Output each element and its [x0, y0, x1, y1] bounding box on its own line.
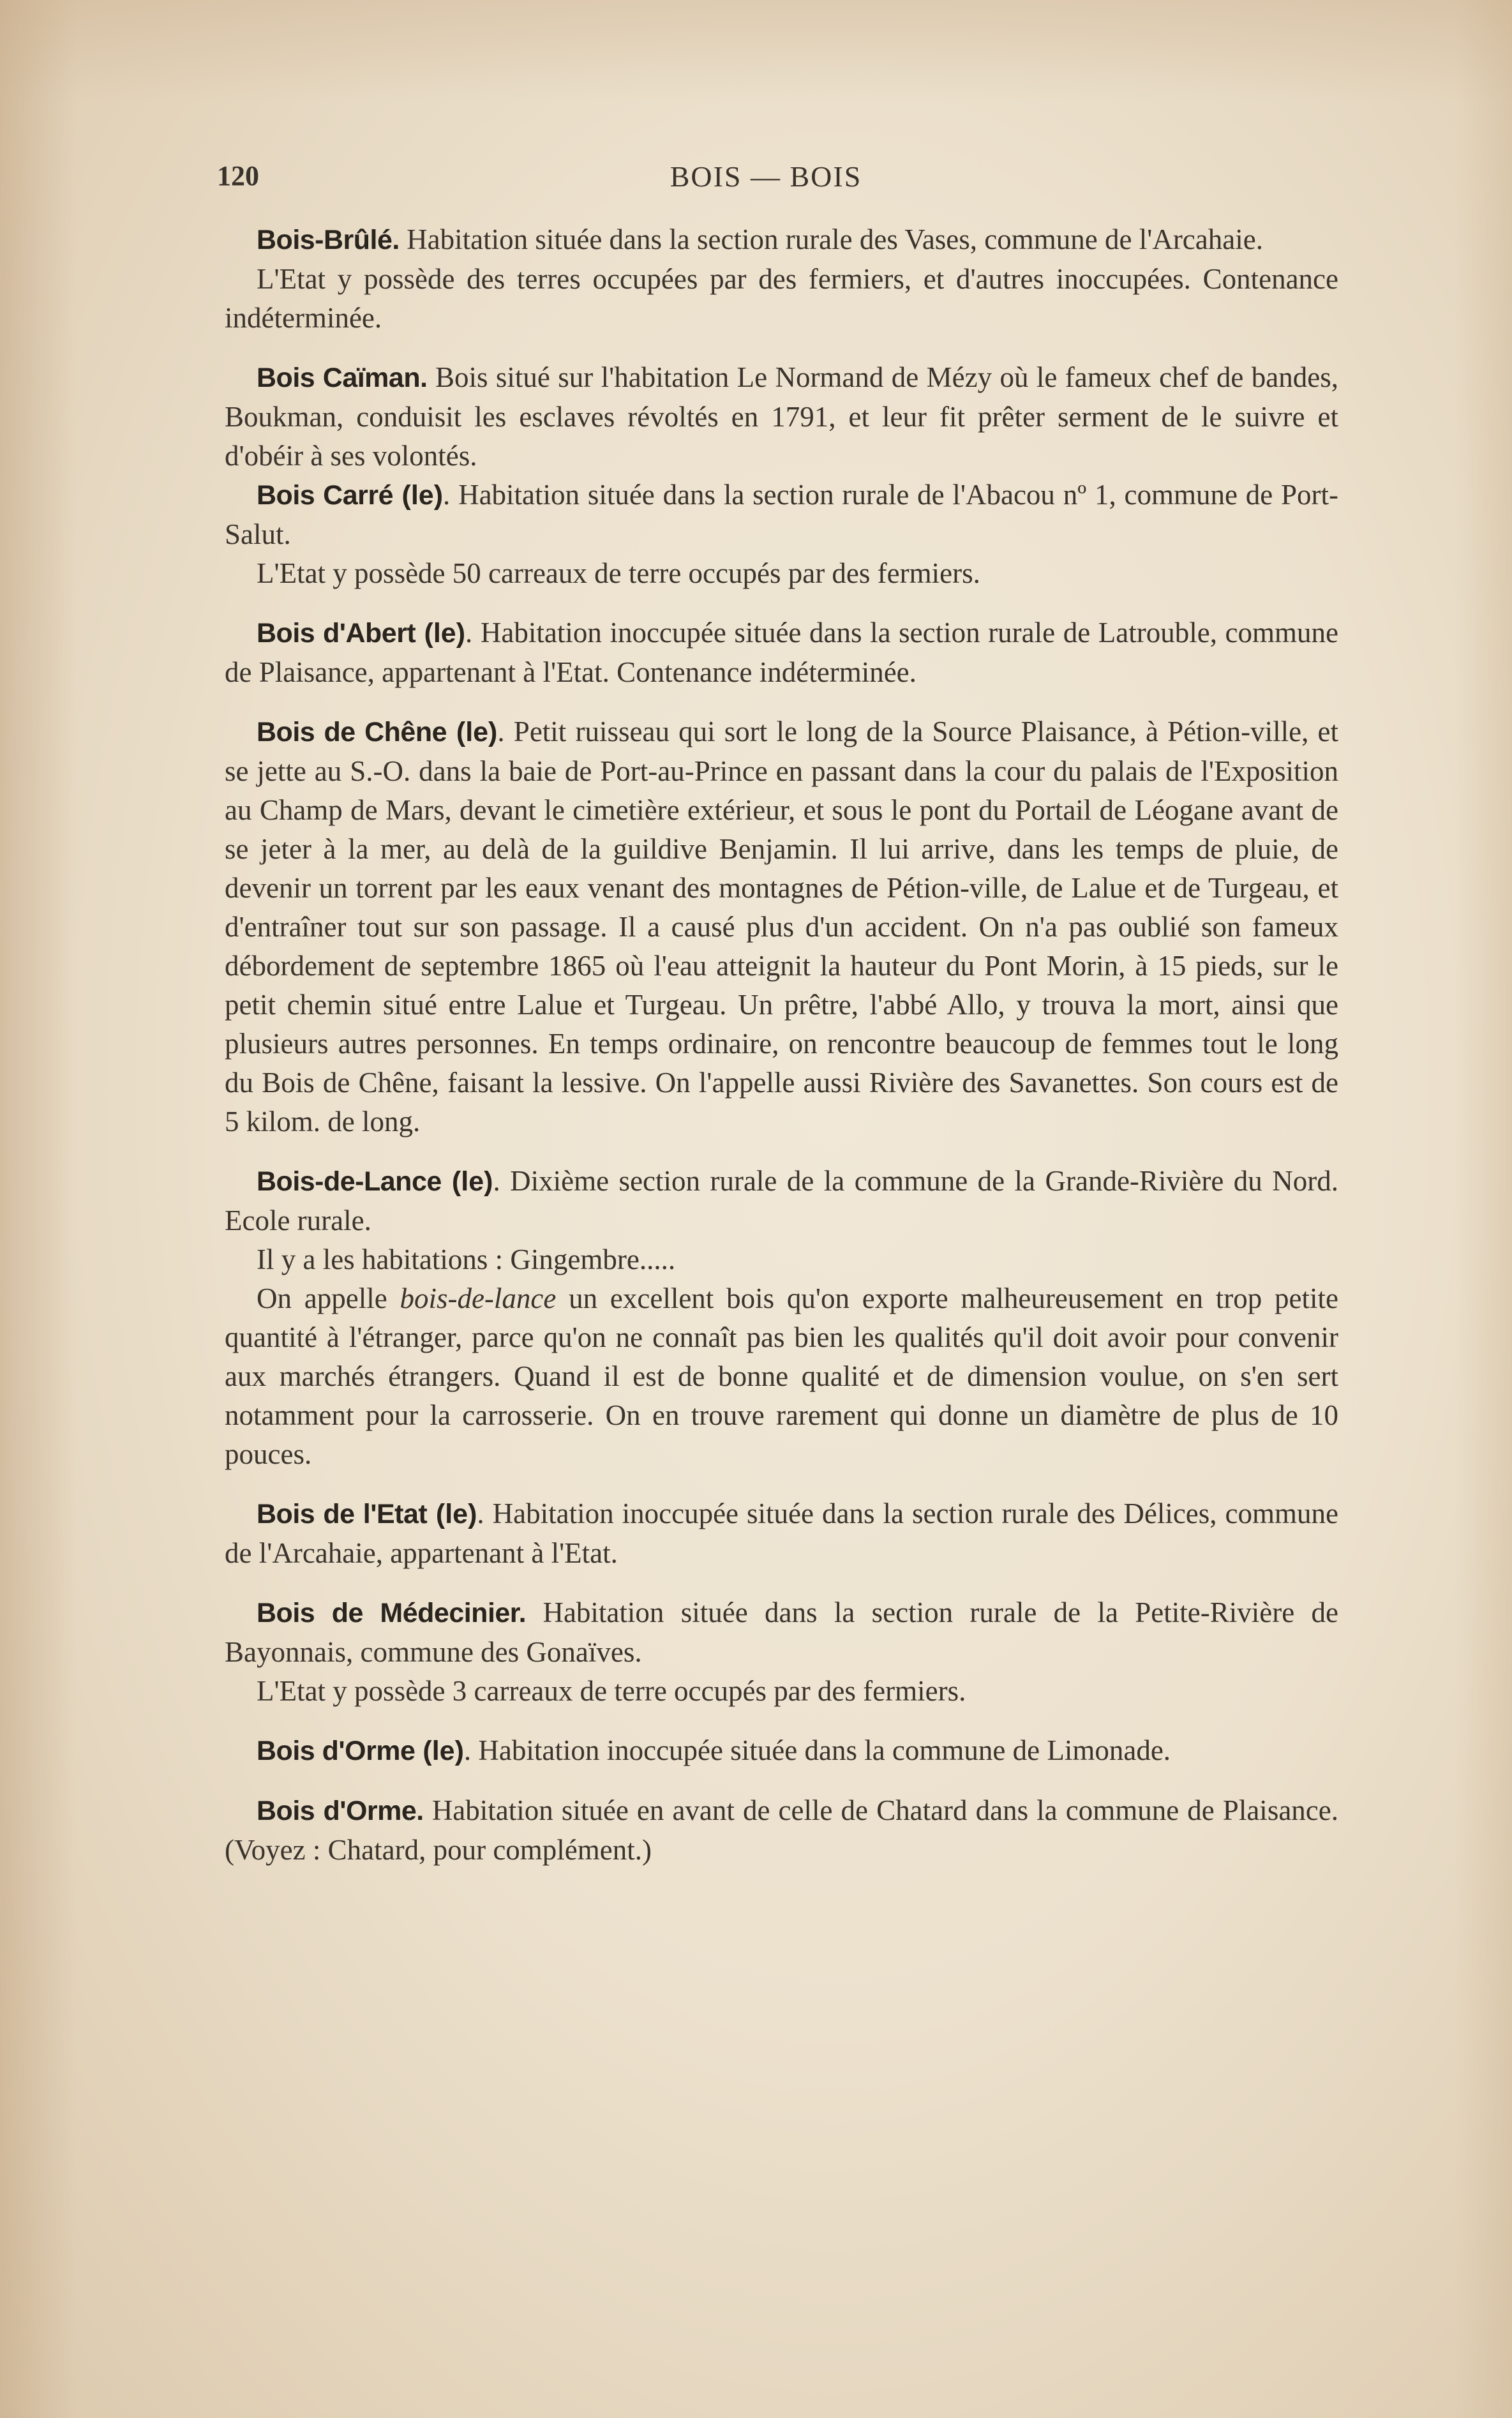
entry-bois-d-abert	[225, 613, 1338, 692]
entry-bois-d-orme-le	[225, 1731, 1338, 1771]
entry-bois-caiman	[225, 358, 1338, 476]
headword-suffix: (le)	[415, 618, 466, 649]
italic-term: bois-de-lance	[400, 1282, 557, 1314]
entry-text: . Dixième section rurale de la commune de la Grande-Rivière du Nord. Ecole rurale.	[225, 1165, 1338, 1236]
headword: Bois d'Abert	[257, 618, 416, 649]
headword-suffix: (le)	[427, 1499, 477, 1529]
entry-bois-de-l-etat	[225, 1494, 1338, 1573]
entry-text: L'Etat y possède 3 carreaux de terre occupés par des fermiers.	[257, 1675, 966, 1707]
entry-bois-d-orme	[225, 1791, 1338, 1870]
entry-text: . Habitation inoccupée située dans la section rurale de Latrouble, commune de Plaisance, appartenant à l'Etat. Contenance indéterminée.	[225, 617, 1338, 688]
entry-bois-carre	[225, 476, 1338, 593]
entry-bois-de-lance	[225, 1162, 1338, 1474]
running-head-title: BOIS — BOIS	[670, 160, 862, 193]
headword: Bois de Chêne	[257, 717, 447, 747]
headword: Bois de Médecinier.	[257, 1598, 527, 1628]
entry-bois-brule	[225, 220, 1338, 338]
entry-text: . Habitation située dans la section rurale de l'Abacou nº 1, commune de Port-Salut.	[225, 479, 1339, 550]
headword: Bois Caïman.	[257, 363, 428, 393]
entry-text: Il y a les habitations : Gingembre.....	[257, 1243, 676, 1275]
headword: Bois de l'Etat	[257, 1499, 428, 1529]
headword: Bois-de-Lance	[257, 1166, 442, 1197]
headword: Bois d'Orme.	[257, 1796, 424, 1826]
page-edge-shadow-left	[0, 0, 77, 2418]
entry-text: . Petit ruisseau qui sort le long de la Source Plaisance, à Pétion-ville, et se jette au S.-O. dans la baie de Port-au-Prince en passant dans la cour du palais de l'Exposition au Champ de Mars, devant le cimetière extérieur, et sous le pont du Portail de Léogane avant de se jeter à la mer, au delà de la guildive Benjamin. Il lui arrive, dans les temps de pluie, de devenir un torrent par les eaux venant des montagnes de Pétion-ville, de Lalue et de Turgeau, et d'entraîner tout sur son passage. Il a causé plus d'un accident. On n'a pas oublié son fameux débordement de septembre 1865 où l'eau atteignit la hauteur du Pont Morin, à 15 pieds, sur le petit chemin situé entre Lalue et Turgeau. Un prêtre, l'abbé Allo, y trouva la mort, ainsi que plusieurs autres personnes. En temps ordinaire, on rencontre beaucoup de femmes tout le long du Bois de Chêne, faisant la lessive. On l'appelle aussi Rivière des Savanettes. Son cours est de 5 kilom. de long.	[225, 716, 1339, 1138]
entry-text: . Habitation inoccupée située dans la commune de Limonade.	[463, 1734, 1171, 1766]
page-edge-shadow-right	[1455, 0, 1512, 2418]
headword-suffix: (le)	[447, 717, 498, 747]
entry-text: L'Etat y possède 50 carreaux de terre occupés par des fermiers.	[257, 557, 980, 589]
entry-bois-de-chene	[225, 712, 1338, 1141]
headword-suffix: (le)	[441, 1166, 493, 1197]
headword: Bois-Brûlé.	[257, 225, 400, 255]
page-number: 120	[217, 160, 259, 191]
entry-text: Habitation située dans la section rurale des Vases, commune de l'Arcahaie.	[399, 223, 1263, 255]
headword-suffix: (le)	[415, 1736, 464, 1766]
headword: Bois d'Orme	[257, 1736, 415, 1766]
entry-text: L'Etat y possède des terres occupées par des fermiers, et d'autres inoccupées. Contenance indéterminée.	[225, 263, 1338, 334]
entry-text: un excellent bois qu'on exporte malheureusement en trop petite quantité à l'étranger, parce qu'on ne connaît pas bien les qualités qu'il doit avoir pour convenir aux marchés étrangers. Quand il est de bonne qualité et de dimension voulue, on s'en sert notamment pour la carrosserie. On en trouve rarement qui donne un diamètre de plus de 10 pouces.	[225, 1282, 1338, 1470]
headword-suffix: (le)	[393, 480, 444, 511]
entry-text: Habitation située dans la section rurale de la Petite-Rivière de Bayonnais, commune des Gonaïves.	[225, 1596, 1338, 1668]
entry-bois-de-medecinier	[225, 1593, 1338, 1711]
dictionary-text	[225, 220, 1338, 1890]
entry-text: . Habitation inoccupée située dans la section rurale des Délices, commune de l'Arcahaie, appartenant à l'Etat.	[225, 1498, 1339, 1569]
entry-text: Bois situé sur l'habitation Le Normand de Mézy où le fameux chef de bandes, Boukman, conduisit les esclaves révoltés en 1791, et leur fit prêter serment de le suivre et d'obéir à ses volontés.	[225, 361, 1338, 472]
entry-text: On appelle	[257, 1282, 400, 1314]
page-edge-shadow-top	[0, 0, 1512, 102]
running-head	[217, 160, 1340, 198]
entry-text: Habitation située en avant de celle de Chatard dans la commune de Plaisance. (Voyez : Chatard, pour complément.)	[225, 1794, 1338, 1866]
headword: Bois Carré	[257, 480, 394, 511]
